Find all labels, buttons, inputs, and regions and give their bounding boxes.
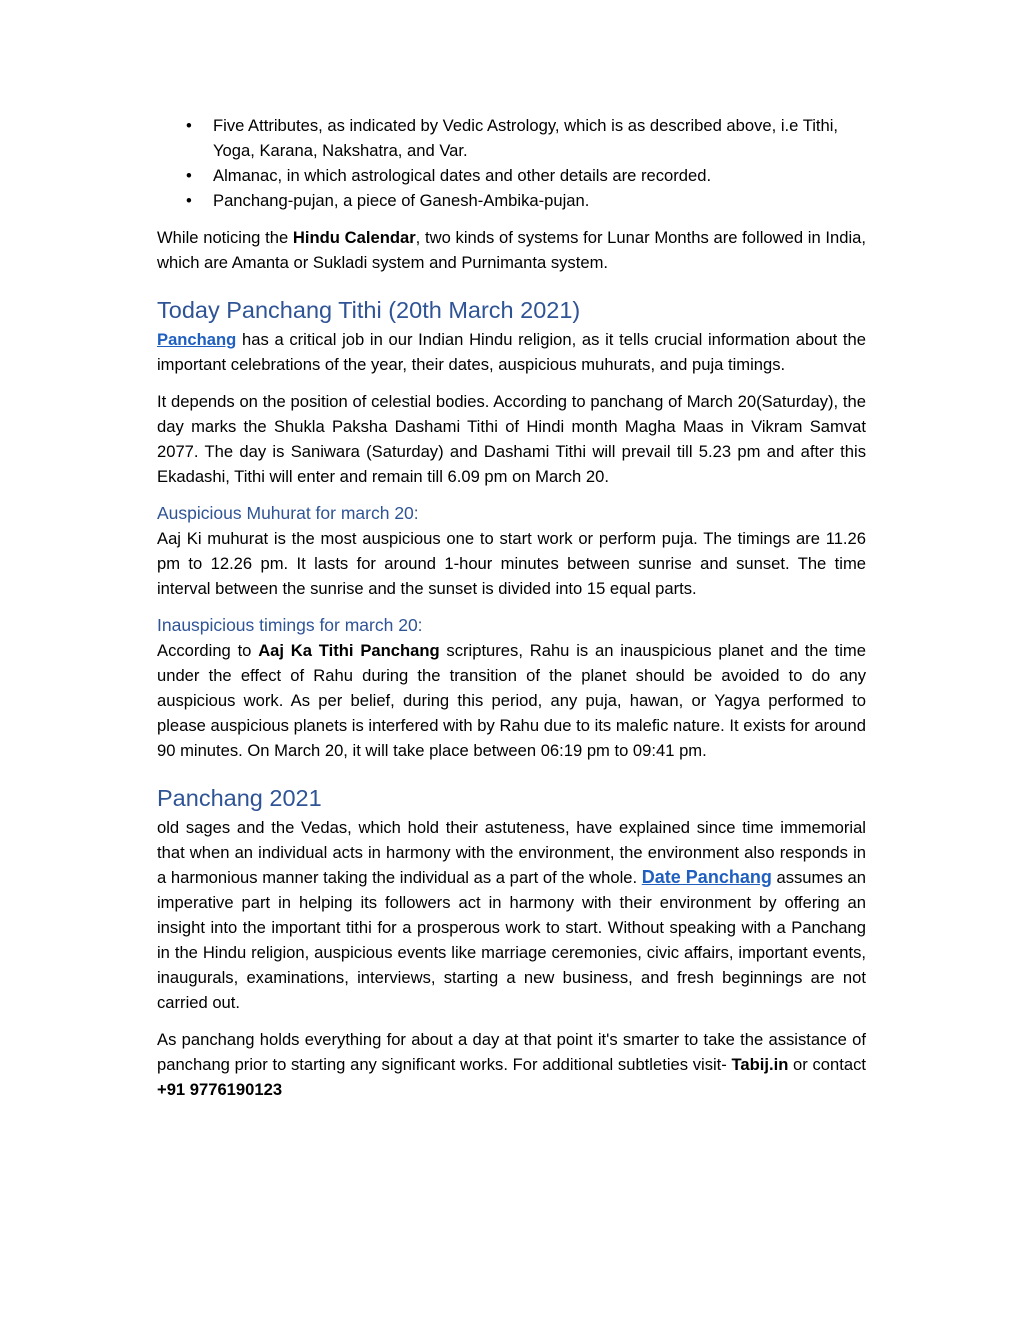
intro-text-start: While noticing the xyxy=(157,228,293,247)
intro-paragraph xyxy=(157,225,866,275)
bullet-icon: • xyxy=(186,116,192,135)
panchang-intro-paragraph xyxy=(157,327,866,377)
panchang-2021-text-end: assumes an imperative part in helping its followers act in harmony with their environment by offering an insight into the important tithi for a prosperous work to start. Without speaking with a Panchang in the Hindu religion, auspicious events like marriage ceremonies, civic affairs, important events, inaugurals, examinations, interviews, starting a new business, and fresh beginnings are not carried out. xyxy=(157,868,866,1012)
inauspicious-text-start: According to xyxy=(157,641,259,660)
phone-number: +91 9776190123 xyxy=(157,1080,283,1099)
date-panchang-link[interactable]: Date Panchang xyxy=(641,867,772,887)
inauspicious-timings-paragraph xyxy=(157,638,866,763)
contact-paragraph xyxy=(157,1027,866,1102)
list-item xyxy=(157,163,866,188)
hindu-calendar-term: Hindu Calendar xyxy=(292,228,416,247)
auspicious-muhurat-paragraph: Aaj Ki muhurat is the most auspicious one to start work or perform puja. The timings are 11.26 pm to 12.26 pm. It lasts for around 1-hour minutes between sunrise and sunset. The time interval between the sunrise and the sunset is divided into 15 equal parts. xyxy=(157,529,866,598)
panchang-2021-text-start: old sages and the Vedas, which hold their astuteness, have explained since time immemorial that when an individual acts in harmony with the environment, the environment also responds in a harmonious manner taking the individual as a part of the whole. xyxy=(157,818,866,887)
aaj-ka-tithi-panchang-term: Aaj Ka Tithi Panchang xyxy=(258,641,440,660)
intro-text-end: , two kinds of systems for Lunar Months are followed in India, which are Amanta or Sukladi system and Purnimanta system. xyxy=(157,228,867,272)
bullet-icon: • xyxy=(186,191,192,210)
contact-text-mid: or contact xyxy=(788,1055,866,1074)
list-item xyxy=(157,113,866,163)
panchang-intro-text: has a critical job in our Indian Hindu religion, as it tells crucial information about the important celebrations of the year, their dates, auspicious muhurats, and puja timings. xyxy=(157,330,866,374)
attributes-list xyxy=(157,113,866,213)
panchang-2021-heading: Panchang 2021 xyxy=(157,785,322,811)
bullet-icon: • xyxy=(186,166,192,185)
inauspicious-text-end: scriptures, Rahu is an inauspicious planet and the time under the effect of Rahu during the transition of the planet should be avoided to do any auspicious work. As per belief, during this period, any puja, hawan, or Yagya performed to please auspicious planets is interfered with by Rahu due to its malefic nature. It exists for around 90 minutes. On March 20, it will take place between 06:19 pm to 09:41 pm. xyxy=(157,641,866,760)
list-item-text: Almanac, in which astrological dates and other details are recorded. xyxy=(213,166,712,185)
today-panchang-heading: Today Panchang Tithi (20th March 2021) xyxy=(157,297,581,323)
document-body xyxy=(157,113,866,1102)
auspicious-muhurat-heading: Auspicious Muhurat for march 20: xyxy=(157,503,419,523)
list-item-text: Five Attributes, as indicated by Vedic Astrology, which is as described above, i.e Tithi, Yoga, Karana, Nakshatra, and Var. xyxy=(213,116,839,160)
list-item-text: Panchang-pujan, a piece of Ganesh-Ambika-pujan. xyxy=(213,191,590,210)
website-name: Tabij.in xyxy=(731,1055,789,1074)
list-item xyxy=(157,188,866,213)
panchang-2021-paragraph xyxy=(157,815,866,1015)
inauspicious-timings-heading: Inauspicious timings for march 20: xyxy=(157,615,423,635)
contact-text-start: As panchang holds everything for about a day at that point it's smarter to take the assistance of panchang prior to starting any significant works. For additional subtleties visit- xyxy=(157,1030,866,1074)
panchang-link[interactable]: Panchang xyxy=(157,330,237,349)
celestial-paragraph: It depends on the position of celestial bodies. According to panchang of March 20(Saturday), the day marks the Shukla Paksha Dashami Tithi of Hindi month Magha Maas in Vikram Samvat 2077. The day is Saniwara (Saturday) and Dashami Tithi will prevail till 5.23 pm and after this Ekadashi, Tithi will enter and remain till 6.09 pm on March 20. xyxy=(157,392,866,486)
